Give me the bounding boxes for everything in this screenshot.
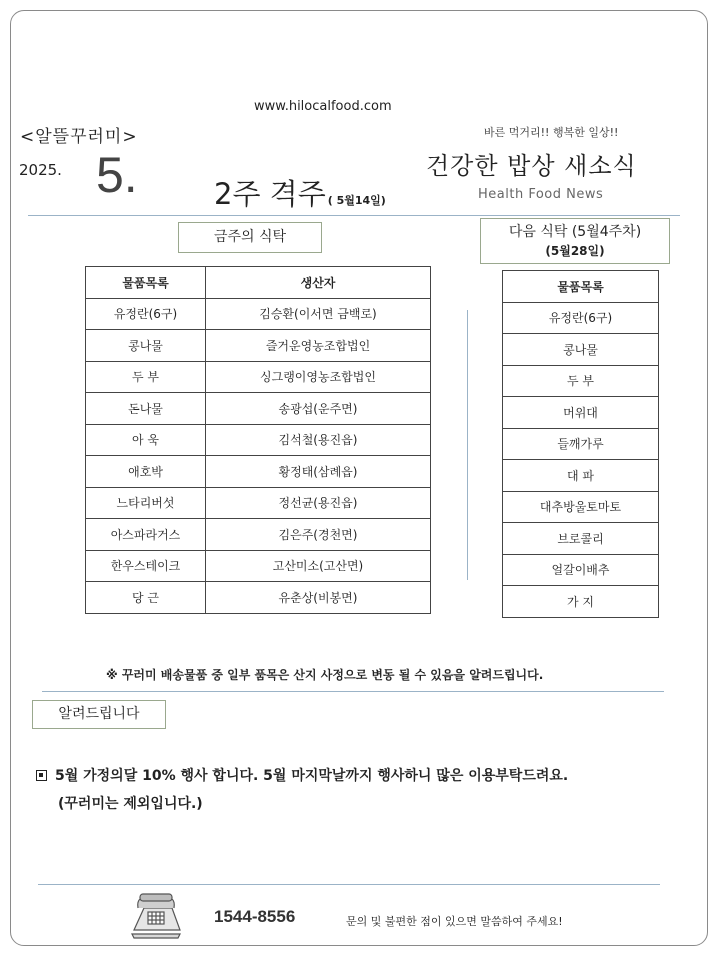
table-row xyxy=(503,334,659,366)
item-cell: 대추방울토마토 xyxy=(503,491,659,523)
issue-week-date: ( 5월14일) xyxy=(327,194,386,207)
issue-week xyxy=(214,172,386,213)
column-header-item: 물품목록 xyxy=(86,267,206,299)
table-row xyxy=(86,519,431,551)
item-cell: 아스파라거스 xyxy=(86,519,206,551)
producer-cell: 황정태(삼례읍) xyxy=(206,456,431,488)
phone-number[interactable]: 1544-8556 xyxy=(214,907,296,926)
next-week-date: (5월28일) xyxy=(545,244,605,258)
item-cell: 머위대 xyxy=(503,397,659,429)
item-cell: 애호박 xyxy=(86,456,206,488)
table-header-row xyxy=(86,267,431,299)
website-url[interactable]: www.hilocalfood.com xyxy=(254,99,392,114)
brand-name: <알뜰꾸러미> xyxy=(20,127,138,147)
contact-message: 문의 및 불편한 점이 있으면 말씀하여 주세요! xyxy=(346,915,563,928)
item-cell: 콩나물 xyxy=(86,330,206,362)
announcement-line-2: (꾸러미는 제외입니다.) xyxy=(58,796,203,812)
producer-cell: 즐거운영농조합법인 xyxy=(206,330,431,362)
announcement-line-1: 5월 가정의달 10% 행사 합니다. 5월 마지막날까지 행사하니 많은 이용부탁드려요. xyxy=(55,768,569,784)
tagline: 바른 먹거리!! 행복한 일상!! xyxy=(484,126,619,139)
item-cell: 유정란(6구) xyxy=(86,298,206,330)
item-cell: 느타리버섯 xyxy=(86,487,206,519)
table-row xyxy=(503,523,659,555)
table-row xyxy=(503,428,659,460)
this-week-title: 금주의 식탁 xyxy=(178,222,322,253)
column-header-producer: 생산자 xyxy=(206,267,431,299)
producer-cell: 김승환(이서면 금백로) xyxy=(206,298,431,330)
table-row xyxy=(503,586,659,618)
table-row xyxy=(86,298,431,330)
table-row xyxy=(86,424,431,456)
table-row xyxy=(86,582,431,614)
item-cell: 두 부 xyxy=(503,365,659,397)
item-cell: 대 파 xyxy=(503,460,659,492)
table-row xyxy=(503,460,659,492)
table-row xyxy=(86,330,431,362)
subtitle: Health Food News xyxy=(478,187,604,202)
header-divider xyxy=(28,215,680,216)
headline: 건강한 밥상 새소식 xyxy=(426,152,637,180)
footer-divider xyxy=(38,884,660,885)
item-cell: 가 지 xyxy=(503,586,659,618)
issue-year: 2025. xyxy=(19,161,62,179)
item-cell: 브로콜리 xyxy=(503,523,659,555)
producer-cell: 정선균(용진읍) xyxy=(206,487,431,519)
square-bullet-icon xyxy=(36,770,47,781)
item-cell: 한우스테이크 xyxy=(86,550,206,582)
issue-week-label: 2주 격주 xyxy=(214,177,326,211)
telephone-icon xyxy=(128,886,184,940)
producer-cell: 김석철(용진읍) xyxy=(206,424,431,456)
issue-month: 5. xyxy=(96,147,138,203)
producer-cell: 김은주(경천면) xyxy=(206,519,431,551)
substitution-notice: ※ 꾸러미 배송물품 중 일부 품목은 산지 사정으로 변동 될 수 있음을 알려드립니다. xyxy=(106,668,544,682)
item-cell: 콩나물 xyxy=(503,334,659,366)
item-cell: 아 욱 xyxy=(86,424,206,456)
table-row xyxy=(86,487,431,519)
item-cell: 들깨가루 xyxy=(503,428,659,460)
table-row xyxy=(86,456,431,488)
table-row xyxy=(503,554,659,586)
item-cell: 당 근 xyxy=(86,582,206,614)
column-divider xyxy=(467,310,468,580)
table-row xyxy=(86,393,431,425)
announcement-message xyxy=(36,762,568,818)
next-week-title: 다음 식탁 (5월4주차) xyxy=(508,224,642,240)
table-row xyxy=(503,365,659,397)
announcement-line xyxy=(36,762,568,790)
table-row xyxy=(503,397,659,429)
announcement-line xyxy=(36,790,568,818)
producer-cell: 유춘상(비봉면) xyxy=(206,582,431,614)
column-header-item: 물품목록 xyxy=(503,271,659,303)
producer-cell: 싱그랭이영농조합법인 xyxy=(206,361,431,393)
notice-divider xyxy=(42,691,664,692)
table-row xyxy=(86,550,431,582)
announcement-title: 알려드립니다 xyxy=(32,700,166,729)
table-row xyxy=(503,302,659,334)
item-cell: 얼갈이배추 xyxy=(503,554,659,586)
this-week-table xyxy=(85,266,431,614)
item-cell: 두 부 xyxy=(86,361,206,393)
table-row xyxy=(503,491,659,523)
producer-cell: 송광섭(운주면) xyxy=(206,393,431,425)
item-cell: 유정란(6구) xyxy=(503,302,659,334)
next-week-table xyxy=(502,270,659,618)
item-cell: 돈나물 xyxy=(86,393,206,425)
table-row xyxy=(86,361,431,393)
producer-cell: 고산미소(고산면) xyxy=(206,550,431,582)
table-header-row xyxy=(503,271,659,303)
next-week-title-box xyxy=(480,218,670,264)
